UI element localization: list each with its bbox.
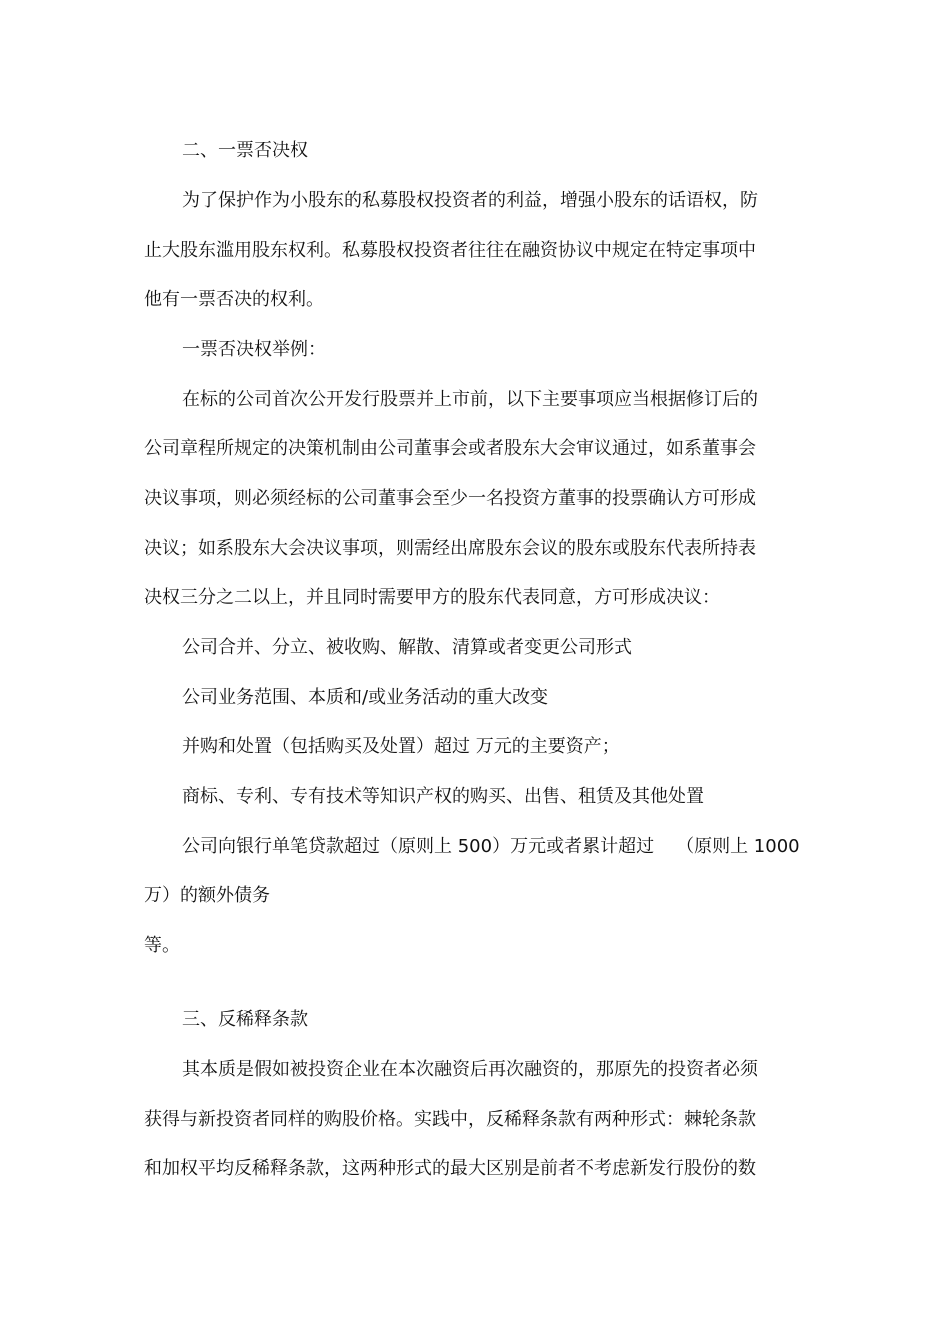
list-item: 商标、专利、专有技术等知识产权的购买、出售、租赁及其他处置 xyxy=(182,786,704,807)
list-item-text: （原则上 1000 xyxy=(676,836,800,857)
list-item: 并购和处置（包括购买及处置）超过 万元的主要资产； xyxy=(182,736,620,757)
paragraph-line: 决议事项，则必须经标的公司董事会至少一名投资方董事的投票确认方可形成 xyxy=(144,488,756,509)
section-heading-veto: 二、一票否决权 xyxy=(182,140,308,161)
paragraph-line: 其本质是假如被投资企业在本次融资后再次融资的，那原先的投资者必须 xyxy=(182,1059,758,1080)
subheading-veto-examples: 一票否决权举例： xyxy=(182,339,326,360)
paragraph-line: 等。 xyxy=(144,935,180,956)
paragraph-line: 和加权平均反稀释条款，这两种形式的最大区别是前者不考虑新发行股份的数 xyxy=(144,1158,756,1179)
paragraph-line: 决议；如系股东大会决议事项，则需经出席股东会议的股东或股东代表所持表 xyxy=(144,538,756,559)
section-heading-anti-dilution: 三、反稀释条款 xyxy=(182,1009,308,1030)
list-item-text: 公司向银行单笔贷款超过（原则上 500）万元或者累计超过 xyxy=(182,836,655,857)
paragraph-line: 止大股东滥用股东权利。私募股权投资者往往在融资协议中规定在特定事项中 xyxy=(144,240,756,261)
list-item xyxy=(182,834,800,860)
paragraph-line: 在标的公司首次公开发行股票并上市前，以下主要事项应当根据修订后的 xyxy=(182,389,758,410)
list-item: 公司业务范围、本质和/或业务活动的重大改变 xyxy=(182,687,549,708)
paragraph-line: 决权三分之二以上，并且同时需要甲方的股东代表同意，方可形成决议： xyxy=(144,587,720,608)
paragraph-line: 公司章程所规定的决策机制由公司董事会或者股东大会审议通过，如系董事会 xyxy=(144,438,756,459)
paragraph-line: 为了保护作为小股东的私募股权投资者的利益，增强小股东的话语权，防 xyxy=(182,190,758,211)
paragraph-line: 获得与新投资者同样的购股价格。实践中，反稀释条款有两种形式：棘轮条款 xyxy=(144,1109,756,1130)
list-item-continuation: 万）的额外债务 xyxy=(144,885,270,906)
paragraph-line: 他有一票否决的权利。 xyxy=(144,289,324,310)
list-item: 公司合并、分立、被收购、解散、清算或者变更公司形式 xyxy=(182,637,632,658)
